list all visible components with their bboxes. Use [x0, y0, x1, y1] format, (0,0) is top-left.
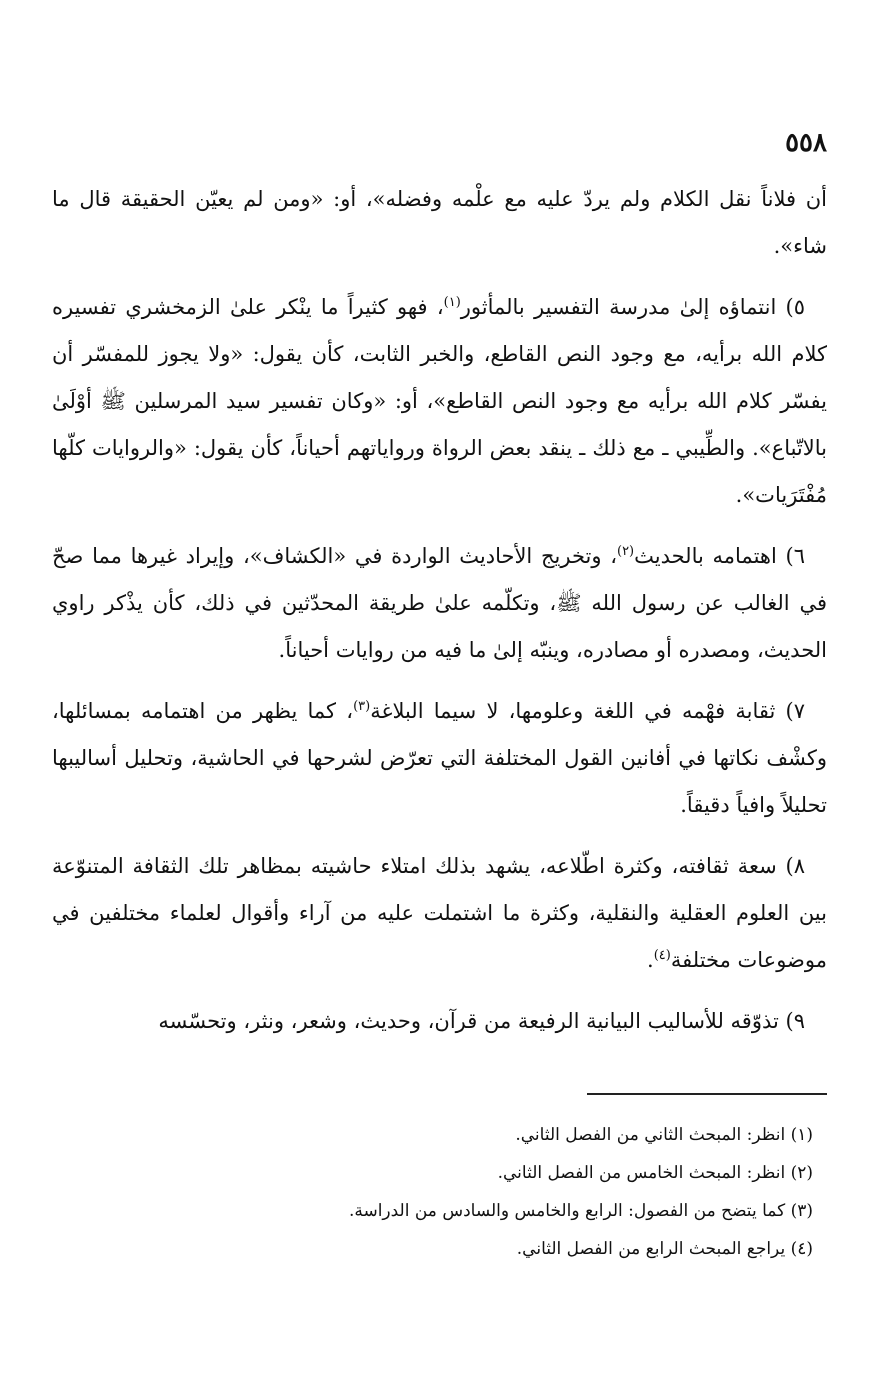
paragraph-text: ٧) ثقابة فهْمه في اللغة وعلومها، لا سيما البلاغة [370, 699, 806, 723]
paragraph-text: ٨) سعة ثقافته، وكثرة اطّلاعه، يشهد بذلك امتلاء حاشيته بمظاهر تلك الثقافة المتنوّعة بين العلوم العقلية والنقلية، وكثرة ما اشتملت عليه من آراء وأقوال لعلماء مختلفين في موضوعات مختلفة [52, 854, 827, 972]
footnote-ref: (٣) [353, 699, 371, 714]
paragraph-continuation: أن فلاناً نقل الكلام ولم يردّ عليه مع علْمه وفضله»، أو: «ومن لم يعيّن الحقيقة قال ما شاء». [52, 187, 827, 258]
footnote-ref: (٢) [616, 544, 635, 559]
main-text [52, 176, 827, 1059]
paragraph-point-5 [52, 284, 827, 519]
paragraph-point-7 [52, 688, 827, 829]
footnote-4: (٤) يراجع المبحث الرابع من الفصل الثاني. [516, 1239, 813, 1259]
paragraph-text: ، فهو كثيراً ما ينْكر علىٰ الزمخشري تفسيره كلام الله برأيه، مع وجود النص القاطع، والخبر الثابت، كأن يقول: «ولا يجوز للمفسّر أن يفسّر كلام الله برأيه مع وجود النص القاطع»، أو: «وكان تفسير سيد المرسلين ﷺ أوْلَىٰ بالاتّباع». والطِّيبي ـ مع ذلك ـ ينقد بعض الرواة ورواياتهم أحياناً، كأن يقول: «والروايات كلّها مُفْتَرَيات». [52, 295, 827, 507]
paragraph-text: ، كما يظهر من اهتمامه بمسائلها، وكشْف نكاتها في أفانين القول المختلفة التي تعرّض لشرحها في الحاشية، وتحليل أساليبها تحليلاً وافياً دقيقاً. [52, 699, 827, 817]
footnote-2: (٢) انظر: المبحث الخامس من الفصل الثاني. [497, 1163, 813, 1183]
footnote-ref: (١) [443, 295, 461, 310]
paragraph-text: ، وتخريج الأحاديث الواردة في «الكشاف»، وإيراد غيرها مما صحّ في الغالب عن رسول الله ﷺ، وتكلّمه علىٰ طريقة المحدّثين في ذلك، كأن يذْكر راوي الحديث، ومصدره أو مصادره، وينبّه إلىٰ ما فيه من روايات أحياناً. [52, 544, 827, 662]
paragraph-point-6 [52, 533, 827, 674]
page-number: ٥٥٨ [785, 128, 827, 158]
paragraph-text: ٦) اهتمامه بالحديث [634, 544, 805, 568]
paragraph-text: . [647, 948, 654, 972]
paragraph-point-8 [52, 843, 827, 984]
footnote-1: (١) انظر: المبحث الثاني من الفصل الثاني. [515, 1125, 813, 1145]
paragraph-text: ٥) انتماؤه إلىٰ مدرسة التفسير بالمأثور [460, 295, 805, 319]
footnote-divider [587, 1093, 827, 1095]
footnote-3: (٣) كما يتضح من الفصول: الرابع والخامس والسادس من الدراسة. [348, 1201, 813, 1221]
paragraph-point-9: ٩) تذوّقه للأساليب البيانية الرفيعة من قرآن، وحديث، وشعر، ونثر، وتحسّسه [158, 1009, 805, 1033]
footnote-ref: (٤) [653, 948, 671, 963]
footnotes [52, 1116, 813, 1268]
